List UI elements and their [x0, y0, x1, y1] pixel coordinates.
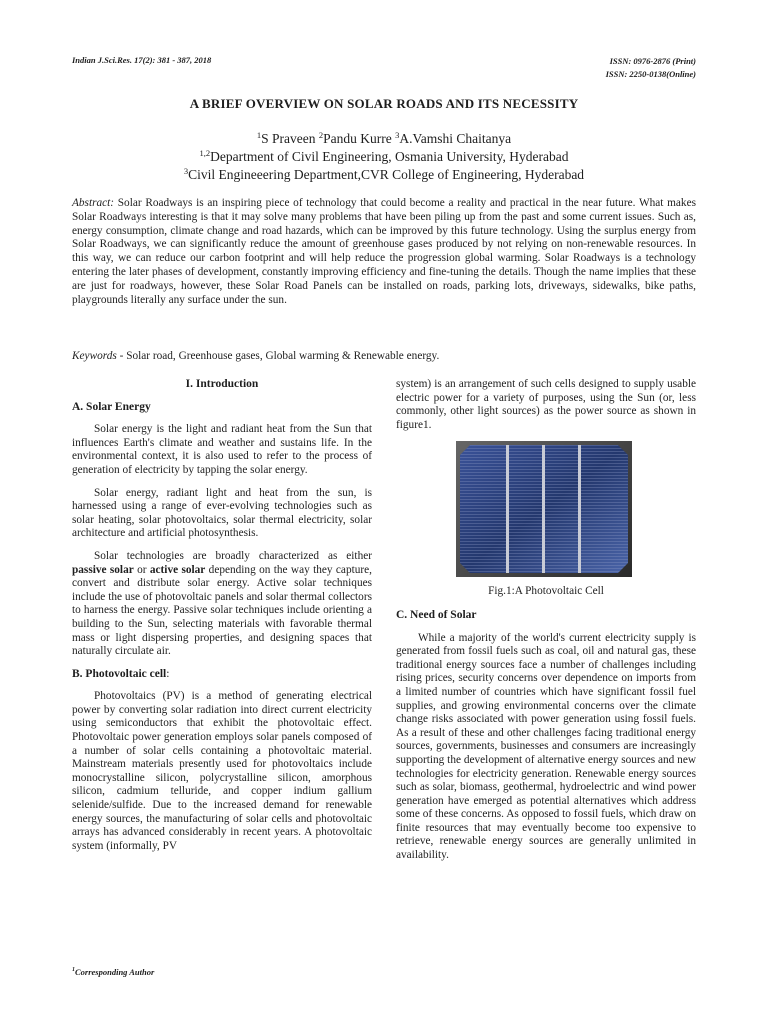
paragraph-need-of-solar: While a majority of the world's current electricity supply is generated from fossil fuels such as coal, oil and natural gas, these traditional energy sources face a number of challenges including rising prices, security concerns over dependence on imports from a limited number of countries which have significant fossil fuel supplies, and growing environmental concerns over the climate change risks associated with power generation using fossil fuels. As a result of these and other challenges facing traditional energy sources, governments, businesses and consumers are increasingly supporting the development of alternative energy sources and new technologies for electricity generation. Renewable energy sources such as solar, biomass, geothermal, hydroelectric and wind power generation have emerged as potential alternatives which address some of these concerns. As opposed to fossil fuels, which draw on finite resources that may eventually become too expensive to retrieve, renewable energy sources are generally unlimited in availability.: [396, 631, 696, 862]
paragraph-solar-energy-2: Solar energy, radiant light and heat from the sun, is harnessed using a range of ever-evolving technologies such as solar heating, solar photovoltaics, solar thermal electricity, solar architecture and artificial photosynthesis.: [72, 486, 372, 540]
keywords: [72, 349, 696, 363]
paragraph-solar-technologies: [72, 550, 372, 659]
abstract-label: Abstract:: [72, 197, 115, 209]
abstract-text: Solar Roadways is an inspiring piece of technology that could become a reality and practical in the near future. What makes Solar Roadways interesting is that it may solve many problems that have been piling up from the past and some current issues. Such as, energy consumption, climate change and road hazards, which can be improved by this future technology. Using the surplus energy from Solar Roadways, we can significantly reduce the amount of greenhouse gases produced by not relying on non-renewable resources. In this way, we can reduce our carbon footprint and will help reduce the progression global warming. Solar Roadways is a technology entering the later phases of development, constantly improving efficiency and fine-tuning the details. Though the name implies that these are just for roadways, however, these Solar Road Panels can be installed on roads, parking lots, driveways, sidewalks, bike paths, playgrounds literally any surface under the sun.: [72, 197, 696, 306]
paper-title: A BRIEF OVERVIEW ON SOLAR ROADS AND ITS NECESSITY: [189, 96, 579, 111]
term-passive-solar: passive solar: [72, 563, 134, 576]
footnote-sup: 1: [72, 967, 75, 974]
busbar-center: [542, 445, 545, 573]
subheading-photovoltaic-cell-suffix: :: [166, 667, 170, 680]
affiliation-2: [0, 166, 768, 184]
subheading-photovoltaic-cell: [72, 668, 372, 682]
affiliation-2-sup: 3: [183, 166, 189, 176]
issn-block: [606, 55, 696, 81]
authors-block: [0, 130, 768, 184]
busbar-left: [506, 445, 509, 573]
right-column: [396, 378, 696, 872]
photovoltaic-cell-figure: [456, 441, 632, 577]
issn-online: ISSN: 2250-0138(Online): [605, 69, 696, 79]
issn-print: ISSN: 0976-2876 (Print): [609, 56, 696, 66]
footnote-text: Corresponding Author: [75, 967, 155, 977]
paragraph-solar-energy-1: Solar energy is the light and radiant heat from the Sun that influences Earth's climate and weather and sustains life. In the environmental context, it is also used to refer to the process of generation of electricity by tapping the solar energy.: [72, 423, 372, 476]
busbar-right: [578, 445, 581, 573]
author-sup-3: 3: [395, 130, 400, 140]
author-sup-2: 2: [318, 130, 324, 140]
author-2: Pandu Kurre: [323, 131, 396, 146]
photovoltaic-cell-image: [460, 445, 628, 573]
paragraph-photovoltaics: Photovoltaics (PV) is a method of generating electrical power by converting solar radiation into direct current electricity using semiconductors that exhibit the photovoltaic effect. Photovoltaic power generation employs solar panels composed of a number of solar cells containing a photovoltaic material. Mainstream materials presently used for photovoltaics include monocrystalline silicon, polycrystalline silicon, amorphous silicon, cadmium telluride, and copper indium gallium selenide/sulfide. Due to the increased demand for renewable energy sources, the manufacturing of solar cells and photovoltaic arrays has advanced considerably in recent years. A photovoltaic system (informally, PV: [72, 690, 372, 852]
para3-part2: or: [133, 563, 150, 576]
paragraph-pv-system-continued: system) is an arrangement of such cells designed to supply usable electric power for a variety of purposes, using the Sun (or, less commonly, other light sources) as the power source as shown in figure1.: [396, 378, 696, 431]
author-3: A.Vamshi Chaitanya: [399, 131, 512, 146]
subheading-solar-energy: A. Solar Energy: [72, 400, 151, 413]
left-column: [72, 378, 372, 862]
affiliation-2-text: Civil Engineeering Department,CVR College of Engineering, Hyderabad: [188, 167, 585, 182]
term-active-solar: active solar: [149, 563, 206, 576]
affiliation-1-text: Department of Civil Engineering, Osmania University, Hyderabad: [210, 149, 569, 164]
subheading-photovoltaic-cell-text: B. Photovoltaic cell: [72, 667, 167, 680]
affiliation-1: [0, 148, 768, 166]
abstract: [72, 197, 696, 307]
journal-citation: Indian J.Sci.Res. 17(2): 381 - 387, 2018: [72, 55, 212, 65]
section-heading-introduction: I. Introduction: [185, 378, 259, 390]
subheading-need-of-solar: C. Need of Solar: [396, 608, 477, 621]
keywords-text: - Solar road, Greenhouse gases, Global warming & Renewable energy.: [116, 350, 440, 362]
para3-part3: depending on the way they capture, convert and distribute solar energy. Active solar techniques include the use of photovoltaic panels and solar thermal collectors to harness the energy. Passive solar techniques include orienting a building to the Sun, selecting materials with favorable thermal mass or light dispersing properties, and designing spaces that naturally circulate air.: [72, 563, 372, 658]
figure-caption: Fig.1:A Photovoltaic Cell: [488, 585, 604, 598]
author-names: [0, 130, 768, 148]
affiliation-1-sup: 1,2: [199, 148, 211, 158]
para3-part1: Solar technologies are broadly characterized as either: [94, 549, 372, 562]
author-sup-1: 1: [256, 130, 262, 140]
footnote-corresponding-author: [72, 967, 154, 977]
author-1: S Praveen: [261, 131, 319, 146]
keywords-label: Keywords: [72, 350, 117, 362]
